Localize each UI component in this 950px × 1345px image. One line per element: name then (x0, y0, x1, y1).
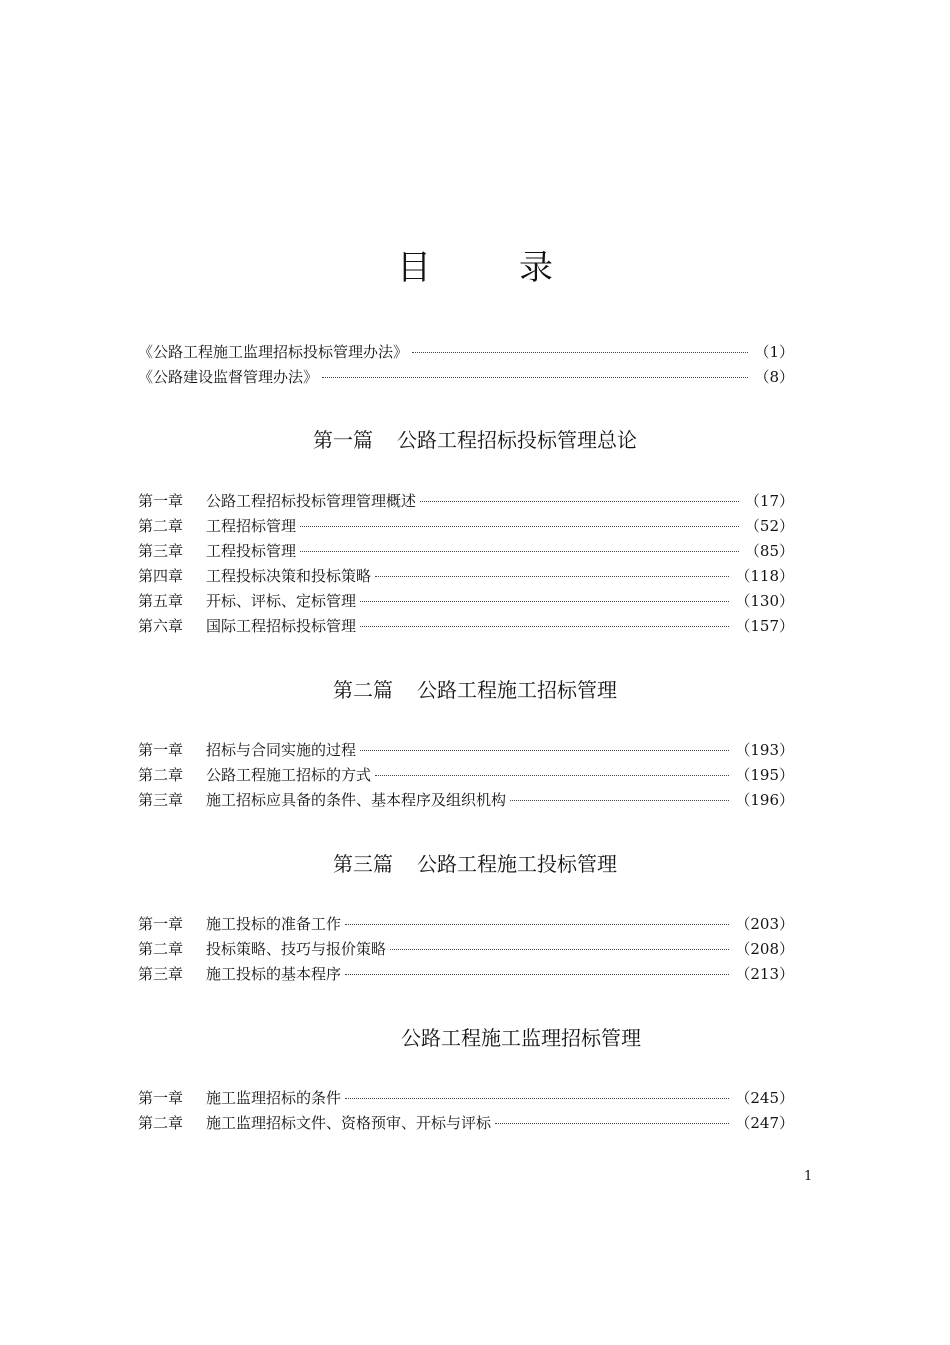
toc-entry-page: （245） (735, 1089, 794, 1107)
toc-entry-text: 工程招标管理 (206, 517, 297, 535)
chapter-number: 第五章 (138, 592, 184, 610)
leader-dots (345, 973, 729, 975)
toc-entry[interactable] (138, 790, 794, 810)
toc-entry[interactable] (138, 566, 794, 586)
leader-dots (360, 625, 729, 627)
leader-dots (390, 948, 729, 950)
toc-entry[interactable] (138, 914, 794, 934)
toc-entry-text: 公路工程施工招标的方式 (206, 766, 372, 784)
leader-dots (322, 376, 748, 378)
chapter-number: 第四章 (138, 567, 184, 585)
toc-entry[interactable] (138, 1088, 794, 1108)
toc-entry-page: （195） (735, 766, 794, 784)
toc-entry-page: （196） (735, 791, 794, 809)
toc-entry[interactable] (138, 491, 794, 511)
toc-entry[interactable] (138, 765, 794, 785)
toc-entry-page: （118） (735, 567, 794, 585)
part-label: 第二篇 (333, 678, 393, 702)
chapter-number: 第二章 (138, 940, 184, 958)
toc-entry[interactable] (138, 516, 794, 536)
toc-entry-text: 招标与合同实施的过程 (206, 741, 357, 759)
toc-entry[interactable] (138, 939, 794, 959)
toc-entry[interactable] (138, 541, 794, 561)
chapter-number: 第六章 (138, 617, 184, 635)
toc-entry[interactable] (138, 367, 794, 387)
toc-entry-page: （17） (744, 492, 794, 510)
leader-dots (510, 799, 729, 801)
toc-entry-page: （247） (735, 1114, 794, 1132)
leader-dots (412, 351, 748, 353)
toc-entry-page: （52） (744, 517, 794, 535)
toc-entry-text: 投标策略、技巧与报价策略 (206, 940, 387, 958)
toc-entry[interactable] (138, 342, 794, 362)
chapter-number: 第一章 (138, 1089, 184, 1107)
toc-entry[interactable] (138, 591, 794, 611)
part-title: 公路工程施工投标管理 (417, 852, 617, 876)
chapter-number: 第三章 (138, 965, 184, 983)
part-heading-2 (0, 674, 950, 703)
toc-entry-text: 施工监理招标文件、资格预审、开标与评标 (206, 1114, 492, 1132)
toc-entry-page: （8） (754, 368, 794, 386)
chapter-number: 第二章 (138, 1114, 184, 1132)
leader-dots (345, 1097, 729, 1099)
toc-entry-text: 《公路建设监督管理办法》 (138, 368, 319, 386)
toc-entry-text: 《公路工程施工监理招标投标管理办法》 (138, 343, 409, 361)
leader-dots (375, 774, 729, 776)
part-heading-3 (0, 848, 950, 877)
toc-entry-text: 施工投标的准备工作 (206, 915, 342, 933)
chapter-number: 第三章 (138, 542, 184, 560)
leader-dots (300, 550, 739, 552)
leader-dots (375, 575, 729, 577)
part-title: 公路工程施工招标管理 (417, 678, 617, 702)
toc-title (0, 240, 950, 289)
toc-entry-page: （130） (735, 592, 794, 610)
leader-dots (345, 923, 729, 925)
toc-entry-text: 施工监理招标的条件 (206, 1089, 342, 1107)
toc-entry-page: （208） (735, 940, 794, 958)
toc-entry-page: （193） (735, 741, 794, 759)
toc-title-char-1: 目 (397, 248, 431, 288)
toc-entry[interactable] (138, 1113, 794, 1133)
toc-entry-text: 施工投标的基本程序 (206, 965, 342, 983)
part-title: 公路工程施工监理招标管理 (401, 1026, 641, 1050)
part-label: 第一篇 (313, 428, 373, 452)
chapter-number: 第三章 (138, 791, 184, 809)
part-heading-4 (46, 1022, 950, 1051)
leader-dots (360, 600, 729, 602)
leader-dots (420, 500, 739, 502)
toc-entry-page: （203） (735, 915, 794, 933)
toc-entry-text: 工程投标管理 (206, 542, 297, 560)
leader-dots (300, 525, 739, 527)
toc-entry-page: （213） (735, 965, 794, 983)
toc-entry[interactable] (138, 616, 794, 636)
toc-entry-text: 公路工程招标投标管理管理概述 (206, 492, 417, 510)
chapter-number: 第一章 (138, 915, 184, 933)
chapter-number: 第一章 (138, 741, 184, 759)
page-number: 1 (804, 1169, 813, 1184)
toc-entry-text: 工程投标决策和投标策略 (206, 567, 372, 585)
toc-entry-text: 施工招标应具备的条件、基本程序及组织机构 (206, 791, 507, 809)
toc-entry-text: 国际工程招标投标管理 (206, 617, 357, 635)
toc-title-char-2: 录 (519, 248, 553, 288)
chapter-number: 第一章 (138, 492, 184, 510)
toc-entry-text: 开标、评标、定标管理 (206, 592, 357, 610)
part-title: 公路工程招标投标管理总论 (397, 428, 637, 452)
toc-entry[interactable] (138, 964, 794, 984)
part-label: 第三篇 (333, 852, 393, 876)
toc-entry[interactable] (138, 740, 794, 760)
chapter-number: 第二章 (138, 766, 184, 784)
toc-entry-page: （157） (735, 617, 794, 635)
toc-entry-page: （1） (754, 343, 794, 361)
leader-dots (360, 749, 729, 751)
part-heading-1 (0, 424, 950, 453)
chapter-number: 第二章 (138, 517, 184, 535)
leader-dots (495, 1122, 729, 1124)
toc-entry-page: （85） (744, 542, 794, 560)
